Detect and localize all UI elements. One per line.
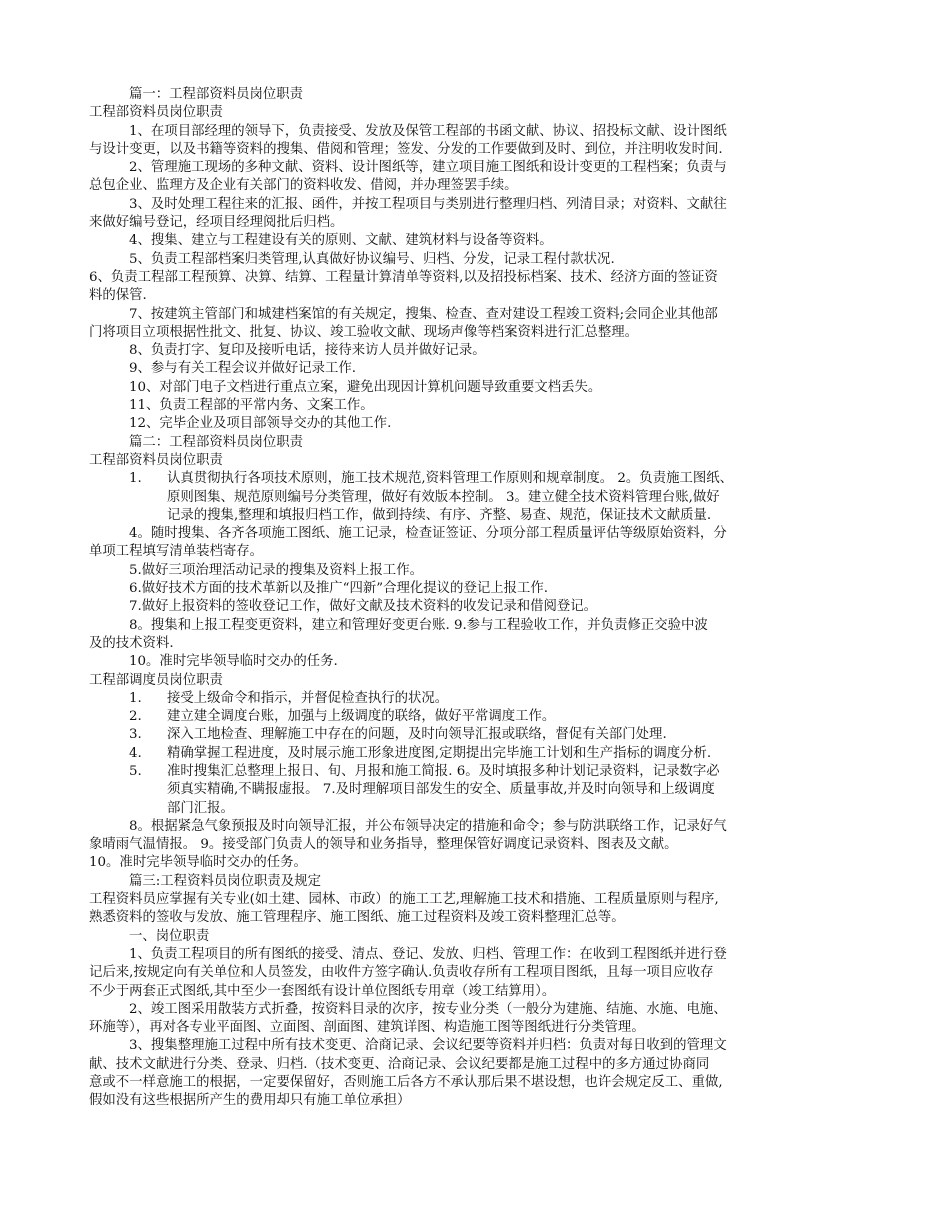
paragraph: 单项工程填写清单装档寄存。 — [89, 544, 264, 560]
paragraph: 假如没有这些根据所产生的费用却只有施工单位承担） — [89, 1093, 411, 1109]
paragraph: 记后来,按规定向有关单位和人员签发，由收件方签字确认.负责收存所有工程项目图纸，且每一项目应收存 — [89, 965, 714, 981]
paragraph: 11、负责工程部的平常内务、文案工作。 — [129, 398, 374, 414]
numbered-item — [89, 763, 890, 818]
part1-heading: 篇一：工程部资料员岗位职责 — [129, 87, 304, 102]
paragraph: 10、对部门电子文档进行重点立案，避免出现因计算机问题导致重要文档丢失。 — [129, 379, 602, 395]
part2-heading: 篇二：工程部资料员岗位职责 — [129, 434, 304, 450]
paragraph: 8、负责打字、复印及接听电话，接待来访人员并做好记录。 — [129, 343, 486, 359]
paragraph: 3、及时处理工程往来的汇报、函件，并按工程项目与类别进行整理归档、列清目录；对资料、文献往 — [129, 196, 727, 212]
paragraph: 10。准时完毕领导临时交办的任务. — [129, 654, 338, 670]
paragraph: 8。搜集和上报工程变更资料，建立和管理好变更台账. 9.参与工程验收工作，并负责修正交验中波 — [129, 617, 708, 633]
item-number: 4. — [129, 745, 142, 761]
item-text: 接受上级命令和指示，并督促检查执行的状况。 — [167, 690, 449, 706]
item-text: 建立建全调度台账，加强与上级调度的联络，做好平常调度工作。 — [167, 709, 556, 725]
paragraph: 5.做好三项治理活动记录的搜集及资料上报工作。 — [129, 562, 423, 578]
numbered-item — [89, 470, 890, 525]
paragraph: 6.做好技术方面的技术革新以及推广“四新”合理化提议的登记上报工作. — [129, 581, 549, 597]
numbered-item — [89, 745, 890, 763]
item-number: 2. — [129, 709, 142, 725]
item-text: 原则图集、规范原则编号分类管理，做好有效版本控制。 3。建立健全技术资料管理台账,做好 — [167, 489, 720, 505]
section-heading: 一、岗位职责 — [129, 928, 210, 944]
part2-title: 工程部资料员岗位职责 — [89, 452, 223, 468]
paragraph: 环施等），再对各专业平面图、立面图、剖面图、建筑详图、构造施工图等图纸进行分类管理。 — [89, 1020, 645, 1036]
numbered-item — [89, 726, 890, 744]
paragraph: 门将项目立项根据性批文、批复、协议、竣工验收文献、现场声像等档案资料进行汇总整理。 — [89, 324, 639, 340]
item-number: 1. — [129, 690, 142, 706]
paragraph: 2、管理施工现场的多种文献、资料、设计图纸等，建立项目施工图纸和设计变更的工程档案；负责与 — [129, 160, 727, 176]
item-number: 3. — [129, 727, 142, 743]
paragraph: 5、负责工程部档案归类管理,认真做好协议编号、归档、分发，记录工程付款状况. — [129, 251, 615, 267]
item-text: 认真贯彻执行各项技术原则，施工技术规范,资料管理工作原则和规章制度。 2。负责施工图纸、 — [167, 471, 734, 487]
paragraph: 4。随时搜集、各齐各项施工图纸、施工记录，检查证签证、分项分部工程质量评估等级原始资料，分 — [129, 526, 727, 542]
item-text: 部门汇报。 — [167, 800, 234, 816]
paragraph: 1、在项目部经理的领导下，负责接受、发放及保管工程部的书函文献、协议、招投标文献、设计图纸 — [129, 123, 727, 139]
paragraph: 献、技术文献进行分类、登录、归档.（技术变更、洽商记录、会议纪要都是施工过程中的多方通过协商同 — [89, 1056, 710, 1072]
paragraph: 12、完毕企业及项目部领导交办的其他工作. — [129, 416, 392, 432]
part3-heading: 篇三:工程资料员岗位职责及规定 — [129, 873, 321, 889]
paragraph: 8。根据紧急气象预报及时向领导汇报，并公布领导决定的措施和命令；参与防洪联络工作，记录好气 — [129, 818, 727, 834]
paragraph: 10。准时完毕领导临时交办的任务。 — [89, 855, 307, 871]
numbered-item — [89, 708, 890, 726]
paragraph: 7、按建筑主管部门和城建档案馆的有关规定，搜集、检查、查对建设工程竣工资料;会同企业其他部 — [129, 306, 718, 322]
paragraph: 工程资料员应掌握有关专业(如土建、园林、市政）的施工工艺,理解施工技术和措施、工程质量原则与程序, — [89, 892, 719, 908]
paragraph: 1、负责工程项目的所有图纸的接受、清点、登记、发放、归档、管理工作：在收到工程图纸并进行登 — [129, 946, 727, 962]
paragraph: 不少于两套正式图纸,其中至少一套图纸有设计单位图纸专用章（竣工结算用）。 — [89, 983, 556, 999]
paragraph: 熟悉资料的签收与发放、施工管理程序、施工图纸、施工过程资料及竣工资料整理汇总等。 — [89, 910, 625, 926]
item-text: 记录的搜集,整理和填报归档工作，做到持续、有序、齐整、易查、规范，保证技术文献质量. — [167, 507, 712, 523]
paragraph: 9、参与有关工程会议并做好记录工作. — [129, 361, 357, 377]
paragraph: 2、竣工图采用散装方式折叠，按资料目录的次序，按专业分类（一般分为建施、结施、水施、电施、 — [129, 1001, 727, 1017]
paragraph: 与设计变更，以及书籍等资料的搜集、借阅和管理；签发、分发的工作要做到及时、到位，并注明收发时间. — [89, 141, 723, 157]
part1-title: 工程部资料员岗位职责 — [89, 105, 223, 121]
numbered-item — [89, 690, 890, 708]
item-text: 须真实精确,不瞒报虚报。 7.及时理解项目部发生的安全、质量事故,并及时向领导和上级调度 — [167, 782, 715, 798]
paragraph: 及的技术资料. — [89, 635, 174, 651]
item-text: 准时搜集汇总整理上报日、旬、月报和施工简报. 6。及时填报多种计划记录资料，记录数字必 — [167, 763, 720, 779]
item-number: 1. — [129, 471, 142, 487]
paragraph: 意或不一样意施工的根据，一定要保留好，否则施工后各方不承认那后果不堪设想，也许会规定反工、重做, — [89, 1075, 723, 1091]
paragraph: 3、搜集整理施工过程中所有技术变更、洽商记录、会议纪要等资料并归档：负责对每日收到的管理文 — [129, 1038, 727, 1054]
paragraph: 料的保管. — [89, 288, 147, 304]
paragraph: 总包企业、监理方及企业有关部门的资料收发、借阅，并办理签罢手续。 — [89, 178, 518, 194]
paragraph: 6、负责工程部工程预算、决算、结算、工程量计算清单等资料,以及招投标档案、技术、经济方面的签证资 — [89, 269, 718, 285]
dispatch-title: 工程部调度员岗位职责 — [89, 672, 223, 688]
paragraph: 象晴雨气温情报。 9。接受部门负责人的领导和业务指导，整理保管好调度记录资料、图表及文献。 — [89, 837, 678, 853]
item-number: 5. — [129, 763, 142, 779]
paragraph: 来做好编号登记，经项目经理阅批后归档。 — [89, 215, 344, 231]
item-text: 精确掌握工程进度，及时展示施工形象进度图,定期提出完毕施工计划和生产指标的调度分析. — [167, 745, 712, 761]
paragraph: 7.做好上报资料的签收登记工作，做好文献及技术资料的收发记录和借阅登记。 — [129, 599, 598, 615]
item-text: 深入工地检查、理解施工中存在的问题，及时向领导汇报或联络，督促有关部门处理. — [167, 727, 667, 743]
paragraph: 4、搜集、建立与工程建设有关的原则、文献、建筑材料与设备等资料。 — [129, 233, 553, 249]
